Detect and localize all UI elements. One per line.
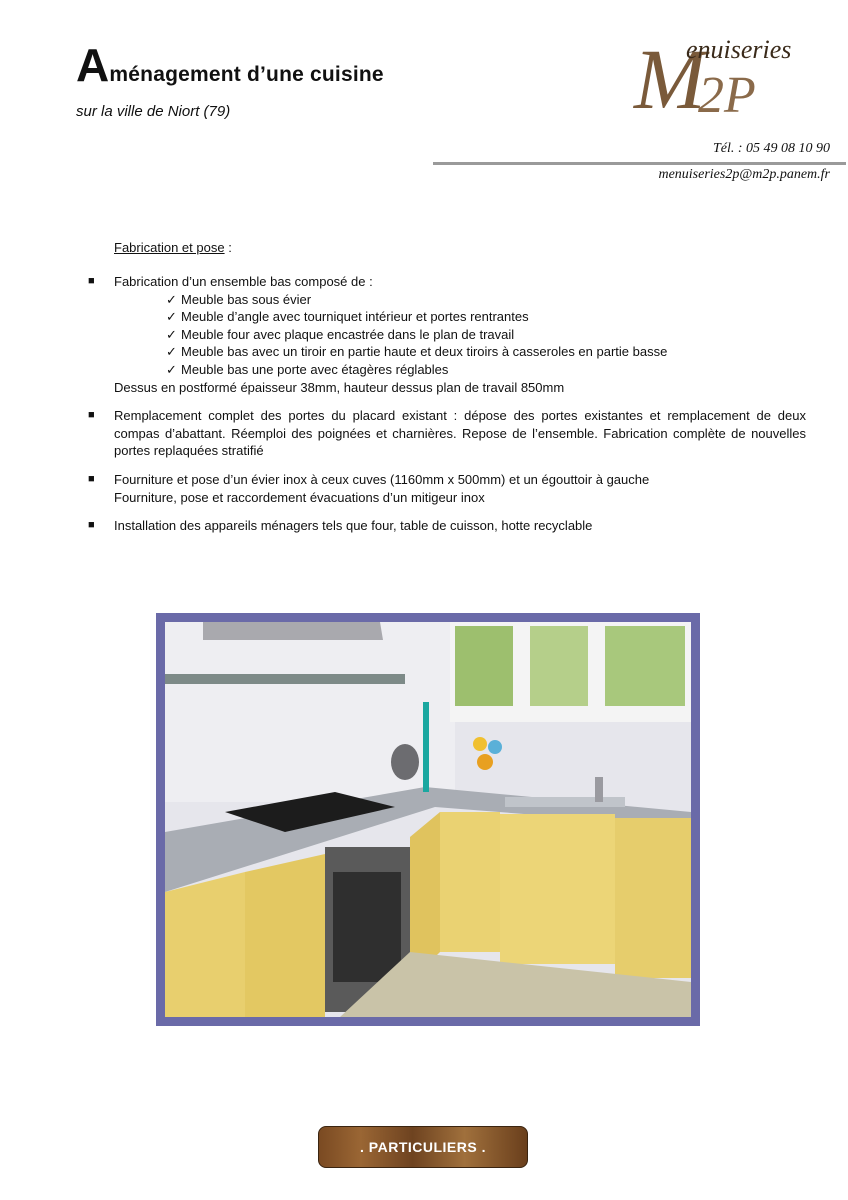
check-text: Meuble bas avec un tiroir en partie haute et deux tiroirs à casseroles en partie basse — [181, 344, 668, 360]
item-after-text: Fourniture, pose et raccordement évacuations d’un mitigeur inox — [114, 489, 485, 505]
list-item — [88, 471, 806, 506]
check-icon: ✓ — [166, 309, 177, 325]
check-text: Meuble bas sous évier — [181, 291, 312, 307]
particuliers-button[interactable]: . PARTICULIERS . — [318, 1126, 528, 1168]
check-item — [166, 326, 806, 344]
item-text: Remplacement complet des portes du placard existant : dépose des portes existantes et remplacement de deux compas d’abattant. Réemploi des poignées et charnières. Repose de l’ensemble. Fabrication complète de nouvelles portes replaquées stratifié — [114, 408, 806, 459]
phone-number: Tél. : 05 49 08 10 90 — [712, 141, 830, 156]
check-text: Meuble bas une porte avec étagères réglables — [181, 361, 449, 377]
check-item — [166, 343, 806, 361]
list-item — [88, 407, 806, 460]
check-text: Meuble four avec plaque encastrée dans le plan de travail — [181, 326, 515, 342]
bullet-icon: ■ — [88, 275, 95, 287]
kitchen-illustration — [165, 622, 691, 1017]
item-text: Fabrication d’un ensemble bas composé de : — [114, 274, 373, 289]
check-list — [114, 291, 806, 379]
bullet-icon: ■ — [88, 519, 95, 532]
section-title: Fabrication et pose — [114, 240, 225, 255]
kitchen-photo — [156, 613, 700, 1026]
logo-menuiseries: enuiseries — [686, 35, 792, 64]
list-item — [88, 273, 806, 396]
header-divider — [433, 162, 846, 165]
check-icon: ✓ — [166, 361, 177, 377]
title-initial: A — [76, 39, 110, 91]
check-item — [166, 308, 806, 326]
check-icon: ✓ — [166, 326, 177, 342]
section-title-suffix: : — [224, 240, 232, 255]
check-text: Meuble d’angle avec tourniquet intérieur et portes rentrantes — [181, 309, 529, 325]
email-address[interactable]: menuiseries2p@m2p.panem.fr — [658, 167, 830, 182]
service-list — [88, 273, 806, 546]
logo-m: M — [634, 31, 706, 127]
section-heading — [114, 240, 232, 255]
logo-2p: 2P — [698, 67, 756, 124]
check-item — [166, 291, 806, 309]
check-item — [166, 361, 806, 379]
item-text: Installation des appareils ménagers tels que four, table de cuisson, hotte recyclable — [114, 518, 593, 534]
bullet-icon: ■ — [88, 472, 95, 485]
company-logo — [628, 28, 828, 128]
page-title — [76, 39, 384, 91]
list-item — [88, 517, 806, 535]
item-text: Fourniture et pose d’un évier inox à ceux cuves (1160mm x 500mm) et un égouttoir à gauche — [114, 471, 650, 487]
check-icon: ✓ — [166, 344, 177, 360]
bullet-icon: ■ — [88, 409, 95, 422]
title-text: ménagement d’une cuisine — [109, 63, 384, 86]
item-after-text: Dessus en postformé épaisseur 38mm, hauteur dessus plan de travail 850mm — [114, 379, 565, 395]
page-subtitle: sur la ville de Niort (79) — [76, 103, 231, 120]
check-icon: ✓ — [166, 291, 177, 307]
